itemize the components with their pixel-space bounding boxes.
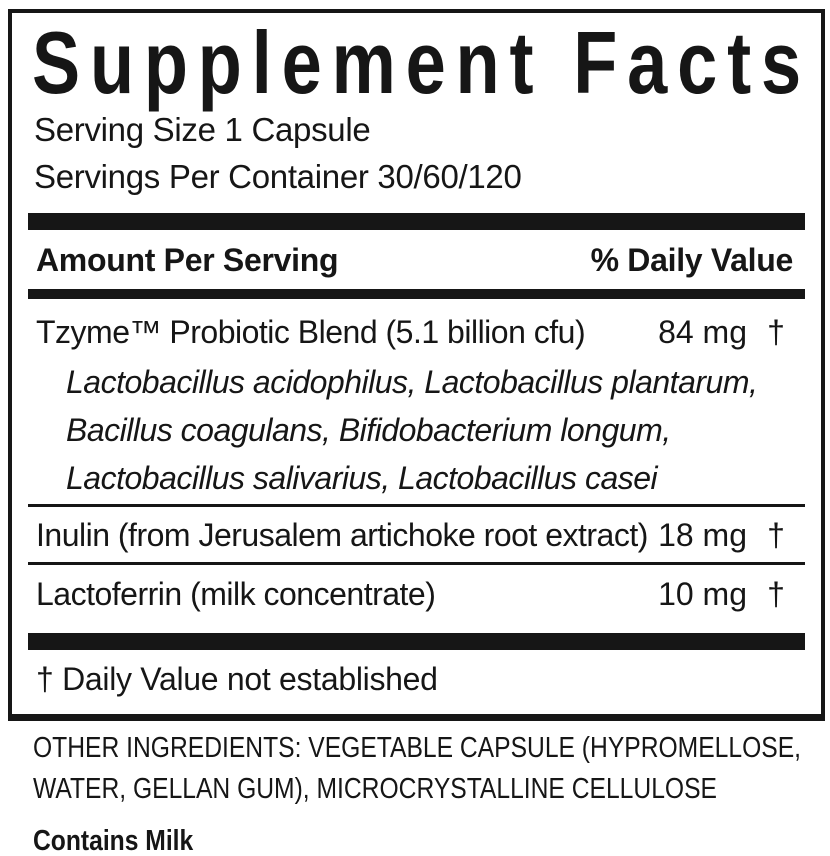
- organism-line: Lactobacillus acidophilus, Lactobacillus plantarum,: [66, 364, 758, 400]
- allergen-statement: Contains Milk: [33, 825, 194, 856]
- table-row: [28, 299, 805, 349]
- nutrient-amount: 10 mg: [658, 576, 747, 612]
- column-header-row: [28, 230, 805, 289]
- supplement-facts-panel: [8, 9, 825, 721]
- organism-line: Bacillus coagulans, Bifidobacterium longum,: [66, 412, 671, 448]
- other-ingredients-section: [33, 728, 830, 856]
- daily-value-header: % Daily Value: [590, 242, 793, 278]
- nutrient-amount: 84 mg: [658, 314, 747, 350]
- dagger-symbol: †: [767, 517, 785, 553]
- nutrient-amount: 18 mg: [658, 517, 747, 553]
- dagger-symbol: †: [767, 314, 785, 350]
- amount-per-serving-header: Amount Per Serving: [36, 242, 339, 278]
- nutrient-name: Lactoferrin (milk concentrate): [36, 576, 436, 612]
- other-ingredients-line: WATER, GELLAN GUM), MICROCRYSTALLINE CELLULOSE: [33, 773, 717, 805]
- nutrient-name: Inulin (from Jerusalem artichoke root extract): [36, 517, 648, 553]
- separator-bar-bottom: [28, 633, 805, 650]
- organism-line: Lactobacillus salivarius, Lactobacillus casei: [66, 460, 658, 496]
- separator-bar-top: [28, 213, 805, 230]
- panel-title: Supplement Facts: [32, 13, 811, 112]
- other-ingredients-line: OTHER INGREDIENTS: VEGETABLE CAPSULE (HYPROMELLOSE,: [33, 732, 801, 764]
- nutrient-name: Tzyme™ Probiotic Blend (5.1 billion cfu): [36, 314, 586, 350]
- table-row: [28, 565, 805, 624]
- dagger-symbol: †: [767, 576, 785, 612]
- table-row: [28, 507, 805, 562]
- serving-size: Serving Size 1 Capsule: [34, 111, 371, 148]
- probiotic-organisms: [66, 358, 805, 502]
- servings-per-container: Servings Per Container 30/60/120: [34, 158, 522, 195]
- daily-value-footnote: † Daily Value not established: [36, 661, 438, 697]
- separator-bar-header: [28, 289, 805, 299]
- serving-info: [28, 106, 805, 200]
